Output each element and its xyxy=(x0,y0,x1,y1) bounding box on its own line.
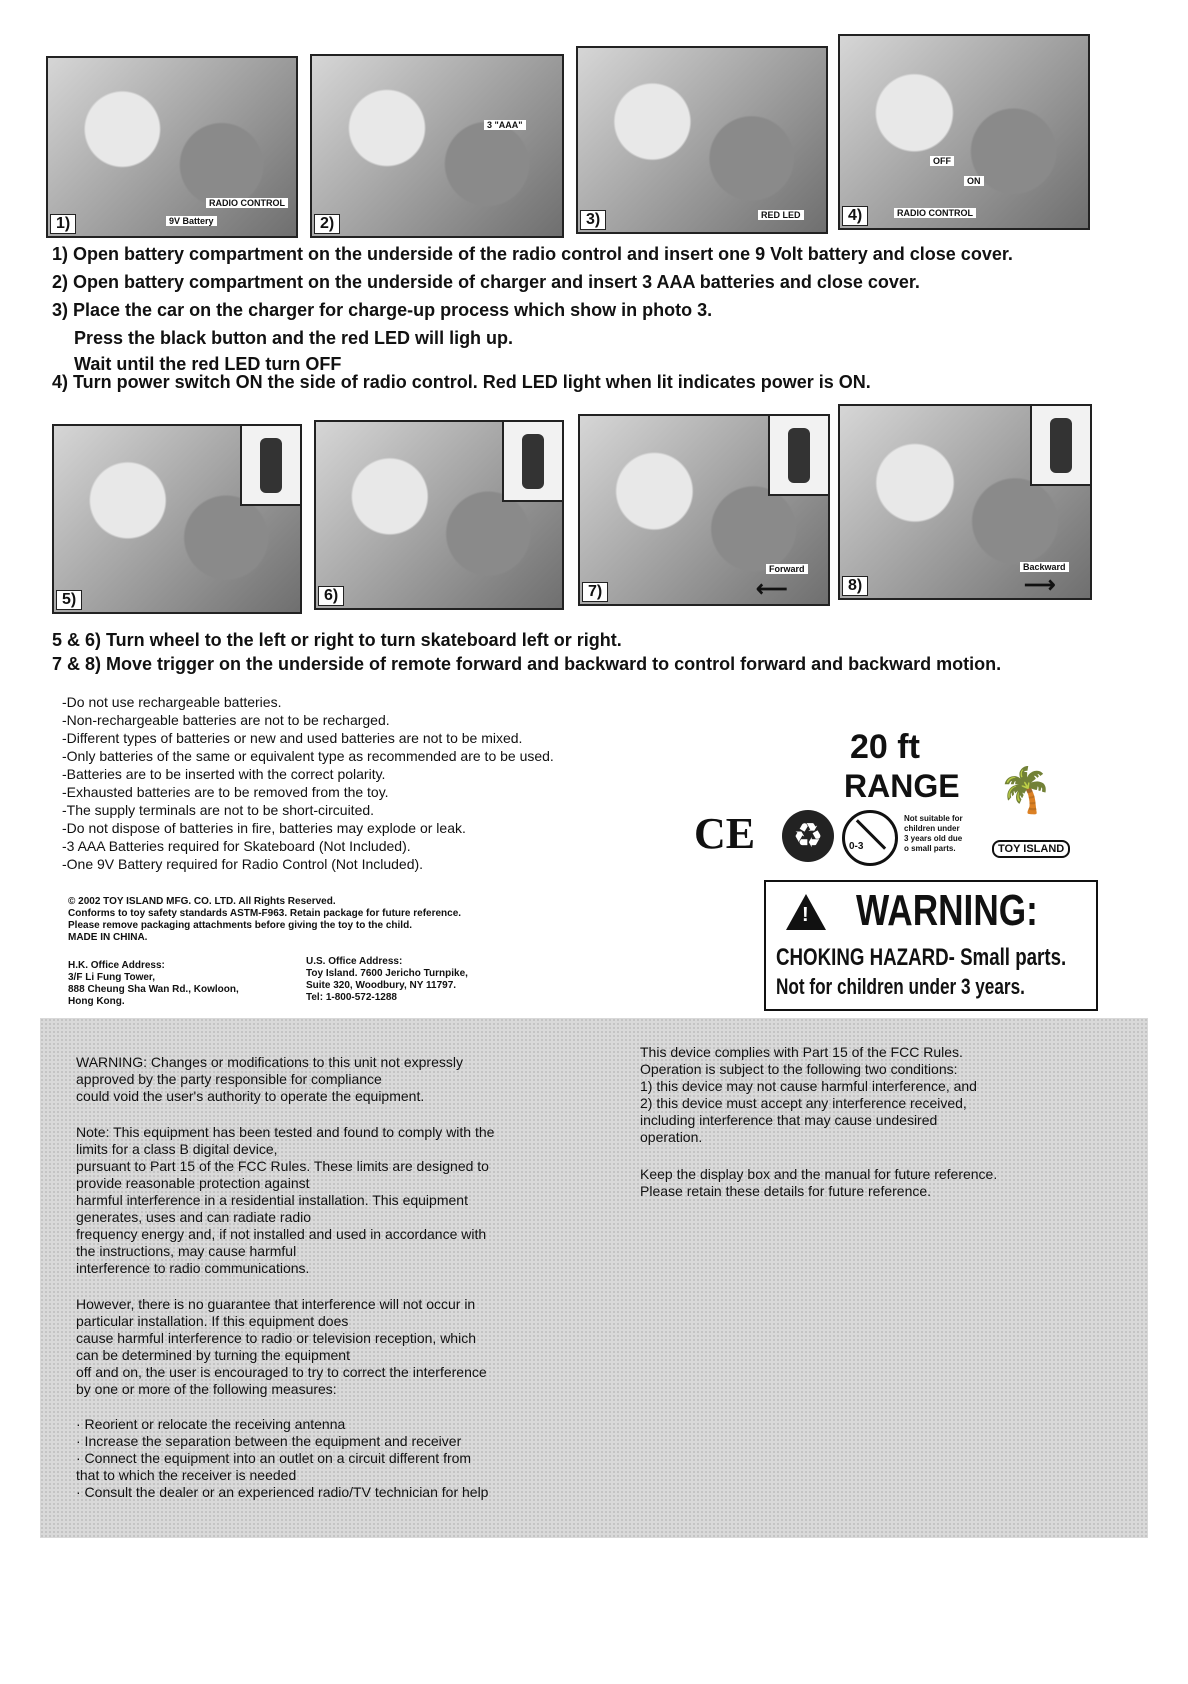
photo-number: 2) xyxy=(314,214,340,234)
fcc-left-line: However, there is no guarantee that interference will not occur in xyxy=(76,1296,476,1312)
palm-tree-icon: 🌴 xyxy=(998,766,1053,815)
warning-title: WARNING: xyxy=(856,886,1038,935)
copyright-line: Please remove packaging attachments before giving the toy to the child. xyxy=(68,920,412,931)
photo-3 xyxy=(576,46,828,234)
copyright-line: © 2002 TOY ISLAND MFG. CO. LTD. All Rights Reserved. xyxy=(68,896,336,907)
battery-note: -The supply terminals are not to be short-circuited. xyxy=(62,802,375,818)
age-range: 0-3 xyxy=(849,841,864,852)
step-3-line2: Press the black button and the red LED will ligh up. xyxy=(74,328,514,348)
photo-number: 7) xyxy=(582,582,608,602)
photo-6 xyxy=(314,420,564,610)
age-text: o small parts. xyxy=(904,844,956,853)
fcc-right-line: 2) this device must accept any interference received, xyxy=(640,1095,967,1111)
forward-arrow-icon: ⟵ xyxy=(756,576,788,601)
step-3-line3: Wait until the red LED turn OFF xyxy=(74,354,342,374)
fcc-left-line: · Increase the separation between the equipment and receiver xyxy=(76,1433,462,1449)
warning-triangle-icon: ! xyxy=(786,894,826,930)
battery-note: -Exhausted batteries are to be removed from the toy. xyxy=(62,784,389,800)
choking-warning-box xyxy=(764,880,1098,1011)
warning-line1: CHOKING HAZARD- Small parts. xyxy=(776,944,1067,971)
us-office-line: Suite 320, Woodbury, NY 11797. xyxy=(306,980,457,991)
fcc-left-line: particular installation. If this equipment does xyxy=(76,1313,349,1329)
fcc-left-line: Note: This equipment has been tested and found to comply with the xyxy=(76,1124,495,1140)
step-7-8: 7 & 8) Move trigger on the underside of remote forward and backward to control forward and backward motion. xyxy=(52,654,1002,674)
battery-note: -Batteries are to be inserted with the correct polarity. xyxy=(62,766,386,782)
ce-mark: CE xyxy=(694,809,756,858)
photo-caption: 9V Battery xyxy=(166,216,217,226)
photo-caption: RED LED xyxy=(758,210,804,220)
fcc-left-line: that to which the receiver is needed xyxy=(76,1467,297,1483)
fcc-left-line: the instructions, may cause harmful xyxy=(76,1243,297,1259)
photo-number: 3) xyxy=(580,210,606,230)
photo-caption: OFF xyxy=(930,156,954,166)
hk-office-line: 3/F Li Fung Tower, xyxy=(68,972,156,983)
fcc-left-line: WARNING: Changes or modifications to this unit not expressly xyxy=(76,1054,463,1070)
photo-number: 4) xyxy=(842,206,868,226)
us-office-line: Toy Island. 7600 Jericho Turnpike, xyxy=(306,968,468,979)
fcc-left-line: provide reasonable protection against xyxy=(76,1175,310,1191)
age-text: Not suitable for xyxy=(904,814,963,823)
remote-inset xyxy=(1030,406,1090,486)
fcc-left-line: frequency energy and, if not installed and used in accordance with xyxy=(76,1226,487,1242)
battery-note: -One 9V Battery required for Radio Control (Not Included). xyxy=(62,856,424,872)
fcc-left-line: approved by the party responsible for compliance xyxy=(76,1071,382,1087)
remote-inset xyxy=(768,416,828,496)
fcc-left-line: interference to radio communications. xyxy=(76,1260,310,1276)
photo-8 xyxy=(838,404,1092,600)
age-text: children under xyxy=(904,824,960,833)
photo-5 xyxy=(52,424,302,614)
fcc-left-line: off and on, the user is encouraged to try to correct the interference xyxy=(76,1364,487,1380)
recycle-icon: ♻ xyxy=(782,810,834,862)
fcc-right-line: This device complies with Part 15 of the FCC Rules. xyxy=(640,1044,963,1060)
hk-office-line: Hong Kong. xyxy=(68,996,125,1007)
battery-note: -Only batteries of the same or equivalent type as recommended are to be used. xyxy=(62,748,554,764)
copyright-line: MADE IN CHINA. xyxy=(68,932,148,943)
backward-arrow-icon: ⟶ xyxy=(1024,572,1056,597)
fcc-left-line: limits for a class B digital device, xyxy=(76,1141,278,1157)
photo-4 xyxy=(838,34,1090,230)
fcc-left-line: · Consult the dealer or an experienced radio/TV technician for help xyxy=(76,1484,489,1500)
photo-caption: Backward xyxy=(1020,562,1069,572)
fcc-left-line: harmful interference in a residential installation. This equipment xyxy=(76,1192,468,1208)
age-text: 3 years old due xyxy=(904,834,963,843)
step-2: 2) Open battery compartment on the underside of charger and insert 3 AAA batteries and close cover. xyxy=(52,272,920,292)
step-4: 4) Turn power switch ON the side of radio control. Red LED light when lit indicates power is ON. xyxy=(52,372,871,392)
photo-number: 6) xyxy=(318,586,344,606)
hk-office-line: 888 Cheung Sha Wan Rd., Kowloon, xyxy=(68,984,239,995)
photo-7 xyxy=(578,414,830,606)
photo-2 xyxy=(310,54,564,238)
photo-caption: RADIO CONTROL xyxy=(206,198,288,208)
step-3: 3) Place the car on the charger for charge-up process which show in photo 3. xyxy=(52,300,713,320)
toy-island-logo xyxy=(990,766,1090,862)
us-office-line: U.S. Office Address: xyxy=(306,956,403,967)
photo-number: 1) xyxy=(50,214,76,234)
age-warning-icon xyxy=(842,810,898,866)
fcc-right-line: Keep the display box and the manual for future reference. xyxy=(640,1166,998,1182)
battery-note: -Different types of batteries or new and used batteries are not to be mixed. xyxy=(62,730,523,746)
fcc-right-line: Please retain these details for future reference. xyxy=(640,1183,932,1199)
photo-number: 8) xyxy=(842,576,868,596)
fcc-right-line: Operation is subject to the following two conditions: xyxy=(640,1061,958,1077)
fcc-left-line: pursuant to Part 15 of the FCC Rules. These limits are designed to xyxy=(76,1158,489,1174)
fcc-left-line: can be determined by turning the equipment xyxy=(76,1347,350,1363)
fcc-left-line: · Connect the equipment into an outlet on a circuit different from xyxy=(76,1450,472,1466)
photo-caption: ON xyxy=(964,176,984,186)
photo-number: 5) xyxy=(56,590,82,610)
remote-inset xyxy=(240,426,300,506)
copyright-line: Conforms to toy safety standards ASTM-F963. Retain package for future reference. xyxy=(68,908,462,919)
fcc-right-line: 1) this device may not cause harmful interference, and xyxy=(640,1078,977,1094)
brand-name: TOY ISLAND xyxy=(992,840,1070,858)
remote-inset xyxy=(502,422,562,502)
battery-note: -3 AAA Batteries required for Skateboard (Not Included). xyxy=(62,838,411,854)
fcc-left-line: could void the user's authority to operate the equipment. xyxy=(76,1088,425,1104)
us-office-line: Tel: 1-800-572-1288 xyxy=(306,992,397,1003)
fcc-left-line: generates, uses and can radiate radio xyxy=(76,1209,312,1225)
photo-caption: 3 "AAA" xyxy=(484,120,526,130)
fcc-right-line: including interference that may cause undesired xyxy=(640,1112,938,1128)
battery-note: -Do not use rechargeable batteries. xyxy=(62,694,282,710)
photo-1 xyxy=(46,56,298,238)
battery-note: -Non-rechargeable batteries are not to be recharged. xyxy=(62,712,390,728)
photo-caption: RADIO CONTROL xyxy=(894,208,976,218)
range-label: RANGE xyxy=(844,768,960,804)
step-1: 1) Open battery compartment on the underside of the radio control and insert one 9 Volt battery and close cover. xyxy=(52,244,1013,264)
warning-line2: Not for children under 3 years. xyxy=(776,974,1025,999)
fcc-left-line: cause harmful interference to radio or television reception, which xyxy=(76,1330,476,1346)
battery-note: -Do not dispose of batteries in fire, batteries may explode or leak. xyxy=(62,820,466,836)
range-distance: 20 ft xyxy=(850,728,920,766)
photo-caption: Forward xyxy=(766,564,808,574)
step-5-6: 5 & 6) Turn wheel to the left or right to turn skateboard left or right. xyxy=(52,630,622,650)
hk-office-line: H.K. Office Address: xyxy=(68,960,165,971)
fcc-right-line: operation. xyxy=(640,1129,703,1145)
fcc-left-line: by one or more of the following measures: xyxy=(76,1381,337,1397)
fcc-left-line: · Reorient or relocate the receiving antenna xyxy=(76,1416,346,1432)
